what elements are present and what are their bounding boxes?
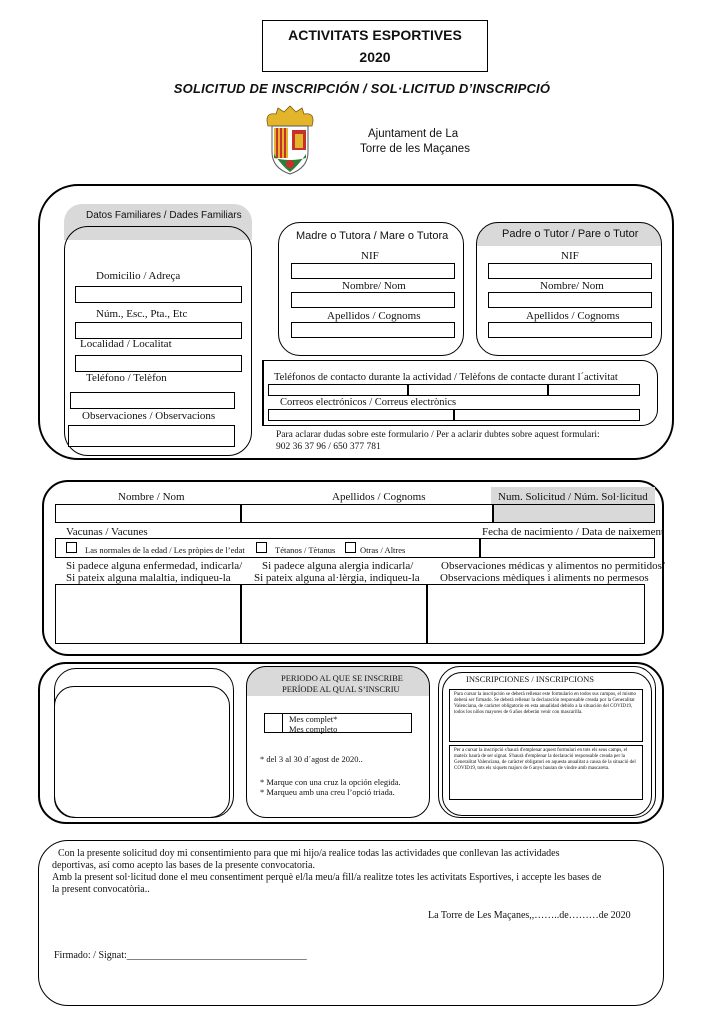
inscripciones-text-va: Per a cursar la inscripció s'haurà d'emplenar aquest formulari en tots els seus camps, el mateix haurà de ser signat. S'haurà d'emplenar la declaració responsable creada per la Generalitat Valenciana, de caràcter obligatori en aquesta anualitat a causa de la situació del COVID19, tots els xiquets majors de 6 anys hauran de vindre amb mascareta. bbox=[454, 748, 636, 771]
madre-apellidos-field[interactable] bbox=[291, 322, 455, 338]
vacunas-label: Vacunas / Vacunes bbox=[66, 526, 148, 538]
enfermedad-label-1: Si padece alguna enfermedad, indicarla/ bbox=[66, 560, 243, 572]
padre-nombre-field[interactable] bbox=[488, 292, 652, 308]
mes-complet-checkbox[interactable] bbox=[264, 713, 283, 733]
vac-normales-checkbox[interactable] bbox=[66, 542, 77, 553]
domicilio-field[interactable] bbox=[75, 286, 242, 303]
fecha-nacimiento-field[interactable] bbox=[480, 538, 655, 558]
enfermedad-label-2: Si pateix alguna malaltia, indiqueu-la bbox=[66, 572, 231, 584]
child-nombre-field[interactable] bbox=[55, 504, 241, 523]
consent-va-2: la present convocatòria.. bbox=[52, 884, 150, 895]
domicilio-label: Domicilio / Adreça bbox=[96, 270, 181, 282]
madre-nif-label: NIF bbox=[361, 250, 379, 262]
phone-field-1[interactable] bbox=[268, 384, 408, 396]
child-apellidos-field[interactable] bbox=[241, 504, 493, 523]
phone-field-2[interactable] bbox=[408, 384, 548, 396]
localidad-field[interactable] bbox=[75, 355, 242, 372]
vac-tetanos-checkbox[interactable] bbox=[256, 542, 267, 553]
title-line-1: ACTIVITATS ESPORTIVES bbox=[288, 27, 462, 43]
padre-nif-field[interactable] bbox=[488, 263, 652, 279]
consent-es-2: deportivas, así como acepto las bases de la presente convocatoria. bbox=[52, 860, 315, 871]
child-apellidos-label: Apellidos / Cognoms bbox=[332, 491, 426, 503]
obs-medicas-field[interactable] bbox=[427, 584, 645, 644]
padre-apellidos-field[interactable] bbox=[488, 322, 652, 338]
localidad-label: Localidad / Localitat bbox=[80, 338, 172, 350]
periodo-options-box bbox=[264, 713, 412, 733]
town-crest-logo bbox=[262, 104, 318, 176]
phone-field-3[interactable] bbox=[548, 384, 640, 396]
help-phones: 902 36 37 96 / 650 377 781 bbox=[276, 442, 381, 452]
photo-panel[interactable] bbox=[54, 686, 230, 818]
document-subtitle: SOLICITUD DE INSCRIPCIÓN / SOL·LICITUD D’INSCRIPCIÓ bbox=[173, 81, 551, 96]
observaciones-label: Observaciones / Observacions bbox=[82, 410, 216, 422]
madre-nif-field[interactable] bbox=[291, 263, 455, 279]
vac-otras-checkbox[interactable] bbox=[345, 542, 356, 553]
vac-otras-label: Otras / Altres bbox=[360, 545, 406, 555]
vac-normales-label: Las normales de la edad / Les pròpies de l’edat bbox=[85, 545, 245, 555]
padre-nif-label: NIF bbox=[561, 250, 579, 262]
contact-emails-label: Correos electrónicos / Correus electrònics bbox=[280, 397, 457, 408]
num-solicitud-label: Num. Solicitud / Núm. Sol·licitud bbox=[498, 491, 648, 503]
padre-header: Padre o Tutor / Pare o Tutor bbox=[502, 228, 639, 240]
periodo-note-1: * Marque con una cruz la opción elegida. bbox=[260, 777, 401, 787]
inscripciones-text-es: Para cursar la inscripción se deberá rellenar este formulario en todos sus campos, el mismo deberá ser firmado. Se deberá rellenar la declaración responsable creada por la Generalitat Valenciana, de carácter obligatorio en esta anualidad debido a la situación del COVID19, todos los niños mayores de 6 años deberán venir con mascarilla. bbox=[454, 692, 637, 715]
num-field[interactable] bbox=[75, 322, 242, 339]
num-label: Núm., Esc., Pta., Etc bbox=[96, 308, 188, 320]
periodo-dates: * del 3 al 30 d´agost de 2020.. bbox=[260, 754, 363, 764]
padre-nombre-label: Nombre/ Nom bbox=[540, 280, 604, 292]
periodo-option-2: Mes completo bbox=[289, 724, 338, 734]
contact-phones-label: Teléfonos de contacto durante la actividad / Telèfons de contacte durant l´activitat bbox=[274, 372, 618, 383]
fecha-nacimiento-label: Fecha de nacimiento / Data de naixement bbox=[482, 526, 665, 538]
email-field-1[interactable] bbox=[268, 409, 454, 421]
alergia-field[interactable] bbox=[241, 584, 427, 644]
signature-line[interactable]: Firmado: / Signat:____________________________________ bbox=[54, 950, 307, 961]
org-name-line-2: Torre de les Maçanes bbox=[360, 143, 470, 155]
madre-nombre-field[interactable] bbox=[291, 292, 455, 308]
periodo-note-2: * Marqueu amb una creu l’opció triada. bbox=[260, 787, 395, 797]
inscripciones-header: INSCRIPCIONES / INSCRIPCIONS bbox=[466, 674, 594, 684]
place-date-line[interactable]: La Torre de Les Maçanes,,……..de………de 2020 bbox=[428, 910, 631, 921]
obs-medicas-label-2: Observacions mèdiques i aliments no permesos bbox=[440, 572, 649, 584]
madre-header: Madre o Tutora / Mare o Tutora bbox=[296, 230, 449, 242]
obs-medicas-label-1: Observaciones médicas y alimentos no permitidos/ bbox=[441, 560, 665, 572]
child-nombre-label: Nombre / Nom bbox=[118, 491, 185, 503]
madre-nombre-label: Nombre/ Nom bbox=[342, 280, 406, 292]
alergia-label-1: Si padece alguna alergia indicarla/ bbox=[262, 560, 414, 572]
document-title bbox=[262, 20, 488, 72]
title-line-2: 2020 bbox=[359, 49, 391, 65]
alergia-label-2: Si pateix alguna al·lèrgia, indiqueu-la bbox=[254, 572, 420, 584]
family-header: Datos Familiares / Dades Familiars bbox=[86, 210, 242, 221]
inscripciones-text-es-box bbox=[449, 689, 643, 742]
periodo-header-1: PERIODO AL QUE SE INSCRIBE bbox=[281, 673, 403, 683]
observaciones-field[interactable] bbox=[68, 425, 235, 447]
telefono-label: Teléfono / Telèfon bbox=[86, 372, 167, 384]
email-field-2[interactable] bbox=[454, 409, 640, 421]
help-text: Para aclarar dudas sobre este formulario / Per a aclarir dubtes sobre aquest formulari: bbox=[276, 430, 600, 440]
periodo-header-2: PERÍODE AL QUAL S’INSCRIU bbox=[282, 684, 400, 694]
inscripciones-text-va-box bbox=[449, 745, 643, 800]
vac-tetanos-label: Tétanos / Tètanus bbox=[275, 545, 336, 555]
enfermedad-field[interactable] bbox=[55, 584, 241, 644]
telefono-field[interactable] bbox=[70, 392, 235, 409]
madre-apellidos-label: Apellidos / Cognoms bbox=[327, 310, 421, 322]
padre-apellidos-label: Apellidos / Cognoms bbox=[526, 310, 620, 322]
org-name-line-1: Ajuntament de La bbox=[368, 128, 459, 140]
consent-va-1: Amb la present sol·licitud done el meu consentiment perquè el/la meu/a fill/a realitze totes les activitats Esportives, i accepte les bases de bbox=[52, 872, 602, 883]
periodo-option-1: Mes complet* bbox=[289, 714, 338, 724]
consent-es-1: Con la presente solicitud doy mi consentimiento para que mi hijo/a realice todas las actividades que conllevan las actividades bbox=[58, 848, 560, 859]
num-solicitud-field bbox=[493, 504, 655, 523]
